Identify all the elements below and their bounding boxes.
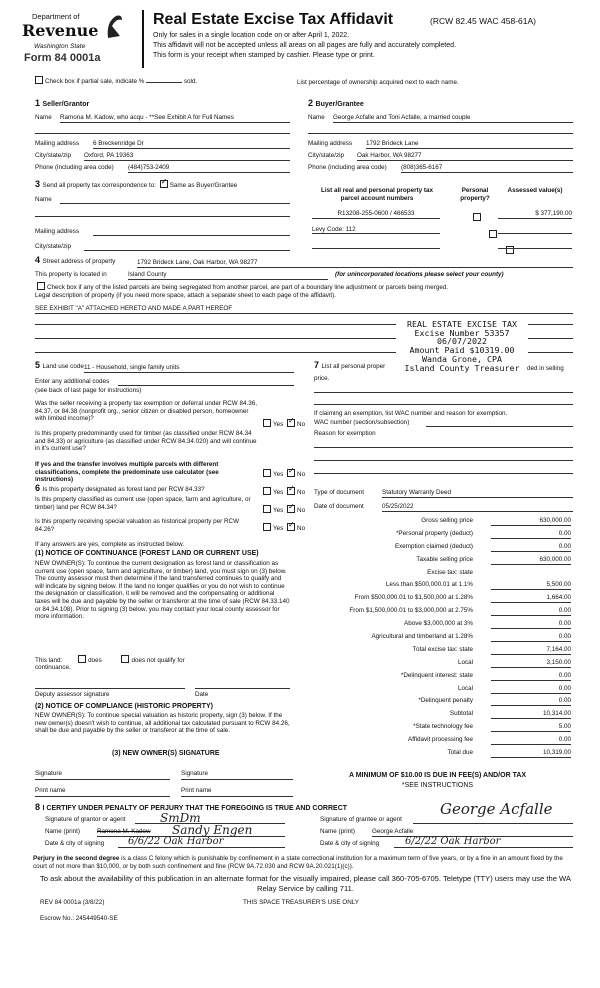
assessed-header: Assessed value(s) (507, 187, 563, 194)
compliance-title: (2) NOTICE OF COMPLIANCE (HISTORIC PROPERTY) (35, 703, 213, 710)
tax-row (300, 607, 575, 620)
stamp-line-5: Wanda Grone, CPA (422, 353, 502, 364)
segregate-row (35, 282, 580, 292)
land-use-code[interactable]: 11 - Household, single family units (84, 364, 294, 373)
q1-yes-label: Yes (273, 421, 284, 428)
grantee-date-label: Date & city of signing (320, 840, 380, 847)
levy-code[interactable]: 112 (345, 226, 356, 233)
seller-name-line-2 (35, 132, 290, 134)
tax-row-label: Above $3,000,000 at 3% (404, 620, 473, 628)
s6q1-yes-checkbox[interactable] (263, 487, 271, 495)
assessed-line-2 (498, 233, 572, 234)
does-checkbox[interactable] (78, 655, 86, 663)
q2-yes-no (261, 469, 305, 479)
seller-name-field[interactable]: Ramona M. Kadow, who acqu - **See Exhibit A for Full Names (60, 114, 290, 123)
does-not-label: does not qualify for (131, 657, 185, 664)
grantee-handwritten-date: 6/2/22 Oak Harbor (405, 836, 501, 847)
tax-row-value[interactable]: 0.00 (491, 633, 571, 642)
continuance-body: NEW OWNER(S): To continue the current designation as forest land or classification as current use (open space, farm and agriculture, or timber) land, you must sign on (3) below. The county assessor must then determine if the land transferred continues to qualify and will indicate by signing below. If the land no longer qualifies or you do not wish to continue the designation or classification, it will be removed and the compensating or additional taxes will be due and payable by the seller or transferor at the time of sale (RCW 84.33.140 or 84.34.108). Prior to signing (3) below, you may contact your local county assessor for more information. (35, 560, 290, 621)
timber-question: Is this property predominantly used for timber (as classified under RCW 84.34 and 84.33) or agriculture (as classified under RCW 84.34.020) and will continue in it's current use? (35, 430, 257, 453)
doc-type-field[interactable]: Statutory Warranty Deed (382, 489, 573, 498)
same-as-buyer-label: Same as Buyer/Grantee (169, 182, 238, 189)
grantor-print-label: Name (print) (45, 828, 80, 835)
tax-row-label: Exemption claimed (deduct) (394, 542, 473, 550)
tax-row-value[interactable]: 0.00 (491, 620, 571, 629)
q2-yes-checkbox[interactable] (263, 469, 271, 477)
ownership-note: List percentage of ownership acquired next to each name. (297, 79, 459, 86)
s7-label-c: price. (314, 375, 330, 382)
grantee-signature: George Acfalle (440, 800, 553, 818)
reason-line-3[interactable] (314, 473, 573, 474)
county-select[interactable]: Island County (128, 271, 328, 280)
s6q1-yes-no (261, 487, 305, 497)
s6q3-yes-checkbox[interactable] (263, 523, 271, 531)
header-divider (142, 10, 144, 68)
q1-yes-checkbox[interactable] (263, 419, 271, 427)
tax-row-label: Affidavit processing fee (408, 736, 473, 744)
grantor-handwritten-name: Sandy Engen (172, 823, 253, 837)
parcel-number[interactable]: R13208-255-0600 / 466533 (312, 210, 440, 219)
buyer-mail-label: Mailing address (308, 140, 353, 147)
tax-row-label: Gross selling price (421, 517, 473, 524)
tax-row-value (491, 569, 571, 577)
continuance-title: (1) NOTICE OF CONTINUANCE (FOREST LAND OR CURRENT USE) (35, 550, 259, 557)
assessed-line-3 (498, 248, 572, 249)
form-number: Form 84 0001a (24, 52, 101, 64)
see-instructions: (see back of last page for instructions) (35, 387, 142, 394)
current-use-question: Is this property classified as current use (open space, farm and agriculture, or timber) land per RCW 84.34? (35, 496, 251, 511)
grantee-sig-label: Signature of grantee or agent (320, 816, 402, 823)
s6q3-yes-no (261, 523, 305, 533)
owner-print-label-1: Print name (35, 787, 66, 794)
q1-yes-no (261, 419, 305, 429)
s6q3-no-label: No (297, 525, 306, 532)
partial-sold-label: sold. (183, 78, 198, 85)
tax-calculation-table (300, 517, 575, 762)
historic-question: Is this property receiving special valuation as historical property per RCW 84.26? (35, 518, 240, 533)
reason-label: Reason for exemption (314, 430, 376, 437)
same-as-buyer-checkbox[interactable] (160, 180, 168, 188)
tax-row-label: *Delinquent interest: state (400, 671, 473, 679)
tax-row-value[interactable]: 10,319.00 (491, 749, 571, 758)
s6q2-no-checkbox[interactable] (287, 505, 295, 513)
grantor-print-field[interactable]: Ramona M. Kadow (97, 828, 285, 837)
levy-label: Levy Code: (312, 226, 344, 233)
grantor-date-field[interactable] (118, 847, 285, 848)
street-address[interactable]: 1792 Brideck Lane, Oak Harbor, WA 98277 (137, 259, 573, 268)
tax-row-value[interactable]: 7,164.00 (491, 646, 571, 655)
doc-date-label: Date of document (314, 503, 364, 510)
send-mail-label: Mailing address (35, 228, 80, 235)
stamp-line-6: Island County Treasurer (404, 362, 520, 373)
tax-row-label: Local (457, 658, 473, 666)
buyer-phone-field[interactable]: (808)365-6167 (401, 164, 573, 173)
doc-type-label: Type of document (314, 489, 365, 496)
tax-row (300, 646, 575, 659)
s6q1-yes-label: Yes (273, 489, 284, 496)
tax-row-label: Local (457, 684, 473, 692)
send-name-field[interactable] (60, 203, 290, 204)
forest-question-text: Is this property designated as forest land per RCW 84.33? (42, 486, 205, 493)
owner-print-field-2[interactable] (181, 796, 293, 797)
q2-no-checkbox[interactable] (287, 469, 295, 477)
deputy-date-label: Date (195, 691, 209, 698)
tax-row-value[interactable]: 0.00 (491, 672, 571, 681)
owner-sig-label-2: Signature (181, 770, 208, 777)
tax-row-value[interactable]: 630,000.00 (491, 517, 571, 526)
new-owner-sig-title: (3) NEW OWNER(S) SIGNATURE (112, 750, 220, 757)
tax-row (300, 530, 575, 543)
stamp-line-3: 06/07/2022 (437, 336, 487, 347)
see-instructions-note: *SEE INSTRUCTIONS (401, 782, 474, 789)
deputy-sig-field[interactable] (35, 688, 185, 689)
if-yes-note: If any answers are yes, complete as instructed below. (35, 541, 185, 548)
partial-sale-checkbox[interactable] (35, 76, 43, 84)
tax-row (300, 620, 575, 633)
tax-row-label: Total due (447, 749, 473, 757)
doc-date-field[interactable]: 05/25/2022 (382, 503, 573, 512)
tax-row (300, 594, 575, 607)
wac-label: WAC number (section/subsection) (314, 419, 410, 426)
certify-title: I CERTIFY UNDER PENALTY OF PERJURY THAT THE FOREGOING IS TRUE AND CORRECT (42, 805, 348, 812)
s6q2-yes-label: Yes (273, 507, 284, 514)
q1-no-label: No (297, 421, 306, 428)
form-citation: (RCW 82.45 WAC 458-61A) (430, 16, 536, 26)
tax-row-value[interactable]: 0.00 (491, 543, 571, 552)
seller-heading: 1 Seller/Grantor (35, 98, 90, 108)
tax-row-label: Taxable selling price (416, 555, 473, 563)
send-city-label: City/state/zip (35, 243, 72, 250)
tax-row (300, 659, 575, 672)
tax-row (300, 517, 575, 530)
tax-row-value[interactable]: 0.00 (491, 697, 571, 706)
grantor-handwritten-date: 6/6/22 Oak Harbor (128, 836, 224, 847)
tax-row-value[interactable]: 5.00 (491, 723, 571, 732)
treasurer-stamp (396, 320, 528, 372)
tax-row (300, 543, 575, 556)
tax-row-value[interactable]: 0.00 (491, 685, 571, 694)
tax-row (300, 556, 575, 569)
grantee-sig-field[interactable] (413, 823, 573, 824)
street-label: Street address of property (42, 258, 116, 265)
stamp-line-1: REAL ESTATE EXCISE TAX (407, 319, 517, 329)
exemption-question: Was the seller receiving a property tax exemption or deferral under RCW 84.36, 84.37, or 84.38 (nonprofit org., senior citizen or disabled person, homeowner with limited income)? (35, 400, 258, 423)
grantor-signature: SmDm (160, 811, 201, 825)
perjury-note (33, 855, 578, 870)
partial-sale-row (33, 76, 197, 86)
tax-row-value[interactable]: 0.00 (491, 607, 571, 616)
alt-format-note: To ask about the availability of this publication in an alternate format for the visually impaired, please call 360-705-6705. Teletype (TTY) users may use the WA Relay Service by calling 711. (40, 874, 571, 893)
logo-revenue: Revenue (22, 21, 99, 40)
buyer-name-field[interactable]: George Acfalle and Toni Acfalle, a married couple (333, 114, 573, 123)
legal-description[interactable]: SEE EXHIBIT "A" ATTACHED HERETO AND MADE A PART HEREOF (35, 305, 573, 314)
additional-codes-field[interactable] (118, 385, 294, 386)
buyer-city-label: City/state/zip (308, 152, 345, 159)
seller-mail-label: Mailing address (35, 140, 80, 147)
tax-row (300, 697, 575, 710)
street-row: 4 Street address of property (35, 255, 116, 265)
revenue-swoosh-icon (104, 12, 124, 40)
tax-row-label: From $500,000.01 to $1,500,000 at 1.28% (354, 594, 473, 602)
tax-row (300, 723, 575, 736)
legal-desc-label: Legal description of property (if you need more space, attach a separate sheet to each page of the affidavit). (35, 292, 336, 299)
minimum-due-note: A MINIMUM OF $10.00 IS DUE IN FEE(S) AND/OR TAX (348, 772, 527, 779)
tax-row-label: Excise tax: state (427, 568, 473, 576)
tax-row-label: From $1,500,000.01 to $3,000,000 at 2.75% (349, 607, 473, 615)
q2-yes-label: Yes (273, 471, 284, 478)
dor-logo (20, 10, 140, 70)
s6q2-yes-checkbox[interactable] (263, 505, 271, 513)
send-name-label: Name (35, 196, 52, 203)
seller-phone-field[interactable]: (484)753-2409 (128, 164, 290, 173)
location-label: This property is located in (35, 271, 107, 278)
parcel-line-2 (312, 233, 440, 234)
forest-question: 6 Is this property designated as forest land per RCW 84.33? (35, 483, 205, 493)
personal-prop-checkbox-1[interactable] (473, 213, 481, 221)
send-mail-field[interactable] (93, 235, 290, 236)
tax-row-value[interactable]: 1,664.00 (491, 594, 571, 603)
tax-row-label: Total excise tax: state (412, 645, 473, 653)
additional-codes-label: Enter any additional codes (35, 378, 110, 385)
q1-no-checkbox[interactable] (287, 419, 295, 427)
s7-label-b: ded in selling (527, 365, 564, 372)
segregate-label: Check box if any of the listed parcels are being segregated from another parcel, are part of a boundary line adjustment or parcels being merged. (47, 284, 449, 291)
continuance-label: continuance. (35, 664, 71, 671)
buyer-mail-field[interactable]: 1792 Brideck Lane (366, 140, 573, 149)
parcel-line-3 (312, 248, 440, 249)
certify-heading: 8 I CERTIFY UNDER PENALTY OF PERJURY THAT THE FOREGOING IS TRUE AND CORRECT (35, 802, 348, 812)
s6q3-no-checkbox[interactable] (287, 523, 295, 531)
grantor-date-label: Date & city of signing (45, 840, 105, 847)
form-title: Real Estate Excise Tax Affidavit (153, 11, 394, 28)
timber-calc-note: If yes and the transfer involves multiple parcels with different classifications, complete the predominate use calculator (see instructions) (35, 461, 219, 484)
owner-print-label-2: Print name (181, 787, 212, 794)
seller-city-label: City/state/zip (35, 152, 72, 159)
grantor-sig-label: Signature of grantor or agent (45, 816, 126, 823)
send-row: 3 Send all property tax correspondence to: ✓ Same as Buyer/Grantee (35, 180, 237, 190)
seller-mail-field[interactable]: 6 Breckenridge Dr (93, 140, 290, 149)
grantee-print-field[interactable]: George Acfalle (372, 828, 573, 837)
tax-row (300, 569, 575, 582)
perjury-text: is a class C felony which is punishable by confinement in a state correctional institution for a maximum term of five years, or by a fine in an amount fixed by the court of not more than $10,000, or by both such confinement and fine (RCW 9A.72.030 and RCW 9A.20.021(1)(c)). (33, 855, 563, 870)
send-city-field[interactable] (84, 250, 290, 251)
tax-row (300, 633, 575, 646)
grantee-print-label: Name (print) (320, 828, 355, 835)
tax-row (300, 685, 575, 698)
tax-row-value[interactable]: 630,000.00 (491, 556, 571, 565)
tax-row-label: *Delinquent penalty (418, 697, 473, 705)
buyer-name-label: Name (308, 114, 325, 121)
segregate-checkbox[interactable] (37, 282, 45, 290)
does-label: does (88, 657, 102, 664)
tax-row (300, 581, 575, 594)
tax-row-value[interactable]: 0.00 (491, 736, 571, 745)
reason-line-1[interactable] (314, 447, 573, 448)
seller-name-label: Name (35, 114, 52, 121)
header-note-3: This form is your receipt when stamped by cashier. Please type or print. (153, 52, 375, 59)
stamp-line-2: Excise Number 53357 (414, 327, 510, 338)
tax-row-label: Less than $500,000.01 at 1.1% (385, 581, 473, 589)
deputy-date-field[interactable] (195, 688, 290, 689)
buyer-phone-label: Phone (including area code) (308, 164, 387, 171)
s6q3-yes-label: Yes (273, 525, 284, 532)
tax-row-label: Subtotal (449, 710, 473, 718)
escrow-number: Escrow No.: 245449540-SE (40, 915, 118, 922)
tax-row (300, 736, 575, 749)
tax-row (300, 672, 575, 685)
tax-row-value[interactable]: 10,314.00 (491, 710, 571, 719)
tax-row-value[interactable]: 3,150.00 (491, 659, 571, 668)
partial-pct-field[interactable] (146, 82, 182, 83)
buyer-heading: 2 Buyer/Grantee (308, 98, 364, 108)
personal-prop-checkbox-2[interactable] (489, 230, 497, 238)
owner-sig-field-1[interactable] (35, 779, 170, 780)
this-land-label: This land: (35, 657, 63, 664)
county-note: (for unincorporated locations please select your county) (335, 271, 504, 278)
partial-sale-label: Check box if partial sale, indicate % (45, 78, 145, 85)
tax-row-value[interactable]: 0.00 (491, 530, 571, 539)
deputy-sig-label: Deputy assessor signature (35, 691, 110, 698)
header-note-1: Only for sales in a single location code on or after April 1, 2022. (153, 32, 350, 39)
buyer-name-line-2 (308, 132, 573, 134)
s6q2-yes-no (261, 505, 305, 515)
s7-label-a: List all personal proper (321, 363, 386, 370)
logo-dept: Department of (32, 12, 80, 21)
wac-field[interactable] (426, 426, 573, 427)
revision: REV 84 0001a (3/8/22) (40, 899, 105, 906)
q2-no-label: No (297, 471, 306, 478)
s6q2-no-label: No (297, 507, 306, 514)
perjury-bold: Perjury in the second degree (33, 855, 120, 862)
tax-row (300, 710, 575, 723)
land-use-label: Land use code (42, 363, 84, 370)
tax-row-label: Agricultural and timberland at 1.28% (371, 633, 473, 641)
personal-prop-row: 7 List all personal proper (314, 360, 386, 370)
assessed-value[interactable]: $ 377,190.00 (498, 210, 572, 219)
tax-row-label: *Personal property (deduct) (395, 529, 473, 537)
treasurer-use-only: THIS SPACE TREASURER'S USE ONLY (243, 899, 359, 906)
buyer-title: Buyer/Grantee (315, 101, 364, 108)
seller-city-field[interactable]: Oxford, PA 19363 (84, 152, 290, 161)
personal-prop-line-2[interactable] (314, 404, 573, 405)
does-not-checkbox[interactable] (121, 655, 129, 663)
tax-row-value[interactable]: 5,500.00 (491, 581, 571, 590)
personal-header: Personal property? (460, 187, 490, 202)
compliance-body: NEW OWNER(S): To continue special valuation as historic property, sign (3) below. If the new owner(s) doesn't wish to continue, all additional tax calculated pursuant to RCW 84.26, shall be due and payable by the seller or transferor at the time of sale. (35, 712, 290, 735)
logo-state: Washington State (34, 43, 86, 50)
buyer-city-field[interactable]: Oak Harbor, WA 98277 (357, 152, 573, 161)
grantee-date-field[interactable] (394, 847, 573, 848)
seller-phone-label: Phone (including area code) (35, 164, 114, 171)
land-use-row: 5 Land use code (35, 360, 84, 370)
owner-sig-label-1: Signature (35, 770, 62, 777)
owner-print-field-1[interactable] (35, 796, 170, 797)
tax-row-label: *State technology fee (413, 723, 473, 731)
seller-title: Seller/Grantor (42, 101, 90, 108)
stamp-line-4: Amount Paid $10319.00 (409, 345, 515, 356)
header-note-2: This affidavit will not be accepted unless all areas on all pages are fully and accurately completed. (153, 42, 456, 49)
s6q1-no-checkbox[interactable] (287, 487, 295, 495)
send-name-line-2 (35, 216, 290, 217)
tax-row (300, 749, 575, 762)
exemption-instruction: If claiming an exemption, list WAC number and reason for exemption. (314, 410, 508, 417)
parcel-header: List all real and personal property tax parcel account numbers (321, 187, 433, 202)
owner-sig-field-2[interactable] (181, 779, 293, 780)
send-label: Send all property tax correspondence to: (42, 182, 156, 189)
personal-prop-line-1[interactable] (314, 392, 573, 393)
reason-line-2[interactable] (314, 460, 573, 461)
s6q1-no-label: No (297, 489, 306, 496)
